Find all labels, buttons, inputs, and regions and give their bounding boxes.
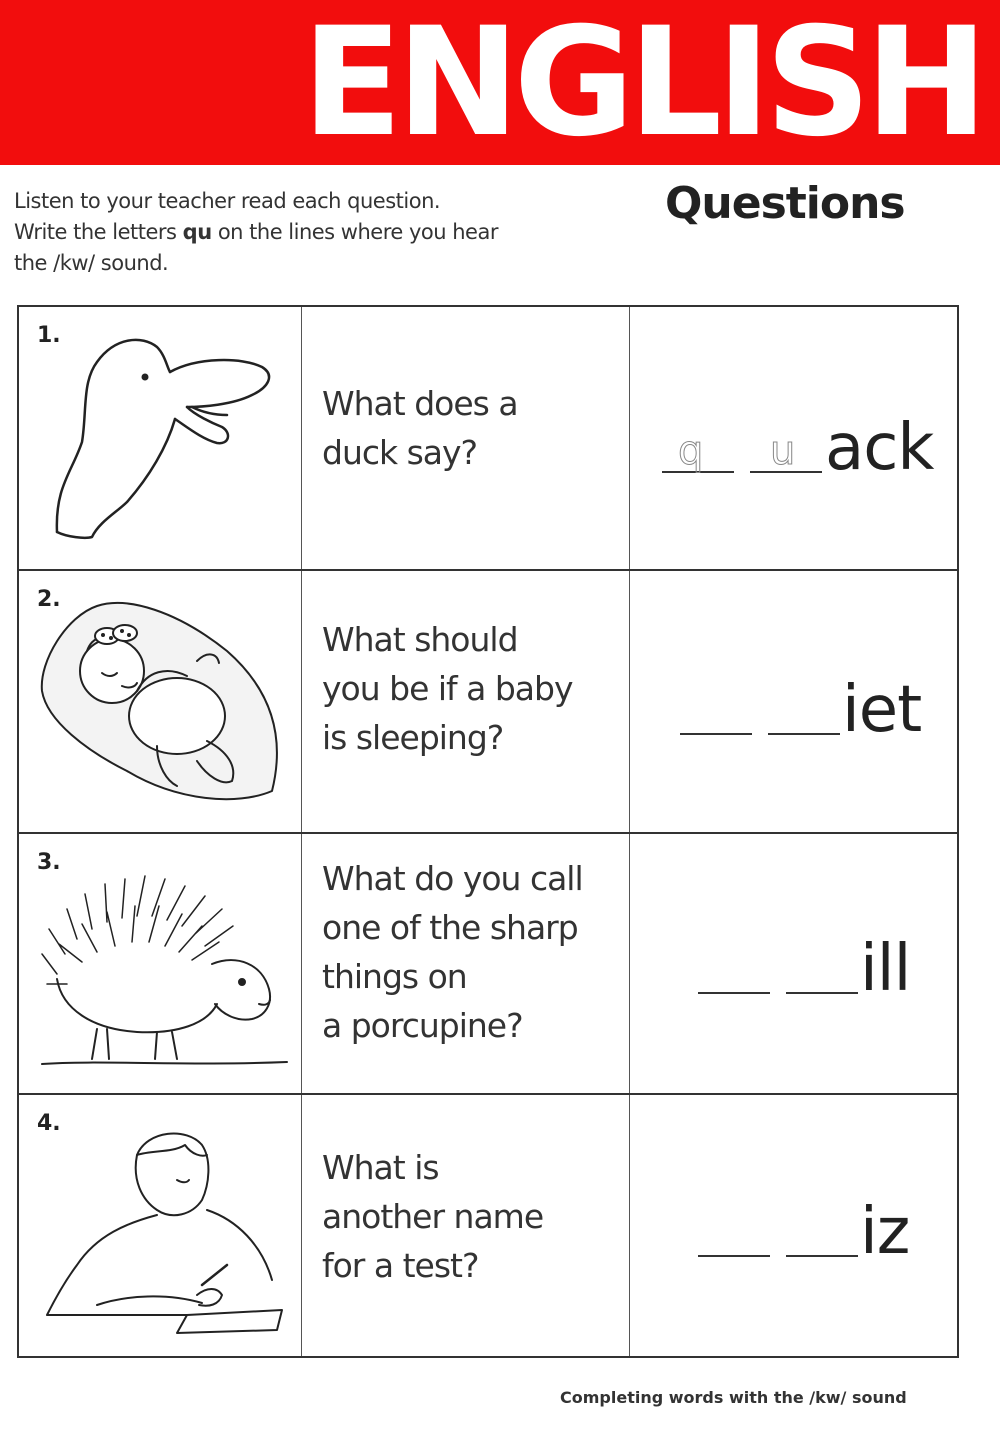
question-row-3 [19, 834, 957, 1095]
footer-caption: Completing words with the /kw/ sound [560, 1388, 907, 1407]
question-row-2 [19, 571, 957, 834]
word-ending: ill [860, 932, 911, 1006]
traced-letter-u: u [770, 428, 796, 474]
question-text: What does a duck say? [322, 384, 518, 472]
sleeping-baby-icon [37, 591, 292, 816]
answer-blank-1[interactable] [680, 733, 752, 735]
answer-line [630, 669, 957, 749]
word-ending: iz [860, 1195, 910, 1269]
word-ending: iet [842, 673, 922, 747]
illustration-cell [19, 1095, 302, 1356]
duck-icon [37, 327, 292, 552]
question-number: 4. [37, 1111, 61, 1136]
question-text: What is another name for a test? [322, 1148, 544, 1285]
banner-title: ENGLISH [302, 0, 983, 170]
question-number: 3. [37, 850, 61, 875]
answer-blank-1[interactable] [698, 992, 770, 994]
question-text: What should you be if a baby is sleeping? [322, 620, 573, 757]
answer-blank-2[interactable] [768, 733, 840, 735]
answer-cell [630, 571, 957, 832]
porcupine-icon [37, 854, 292, 1079]
illustration-cell [19, 571, 302, 832]
illustration-cell [19, 834, 302, 1093]
question-cell [302, 307, 630, 569]
question-cell [302, 571, 630, 832]
illustration-cell [19, 307, 302, 569]
boy-writing-icon [37, 1115, 292, 1340]
question-text: What do you call one of the sharp things on a porcupine? [322, 859, 583, 1045]
answer-cell [630, 307, 957, 569]
instructions-line-3: the /kw/ sound. [14, 251, 169, 275]
question-row-1 [19, 307, 957, 571]
worksheet-table [17, 305, 959, 1358]
instructions-line-2: Write the letters qu on the lines where you hear [14, 220, 498, 244]
answer-line [630, 407, 957, 487]
answer-blank-2[interactable] [786, 992, 858, 994]
answer-cell [630, 834, 957, 1093]
question-cell [302, 834, 630, 1093]
answer-cell [630, 1095, 957, 1356]
answer-blank-2[interactable] [786, 1255, 858, 1257]
question-row-4 [19, 1095, 957, 1356]
question-number: 1. [37, 323, 61, 348]
answer-blank-1[interactable] [698, 1255, 770, 1257]
answer-line [630, 928, 957, 1008]
section-title: Questions [665, 178, 905, 229]
header-banner [0, 0, 1000, 170]
instructions [14, 186, 574, 279]
word-ending: ack [825, 411, 934, 485]
traced-letter-q: q [678, 428, 704, 474]
question-number: 2. [37, 587, 61, 612]
instructions-line-1: Listen to your teacher read each question. [14, 189, 441, 213]
answer-line [630, 1191, 957, 1271]
question-cell [302, 1095, 630, 1356]
